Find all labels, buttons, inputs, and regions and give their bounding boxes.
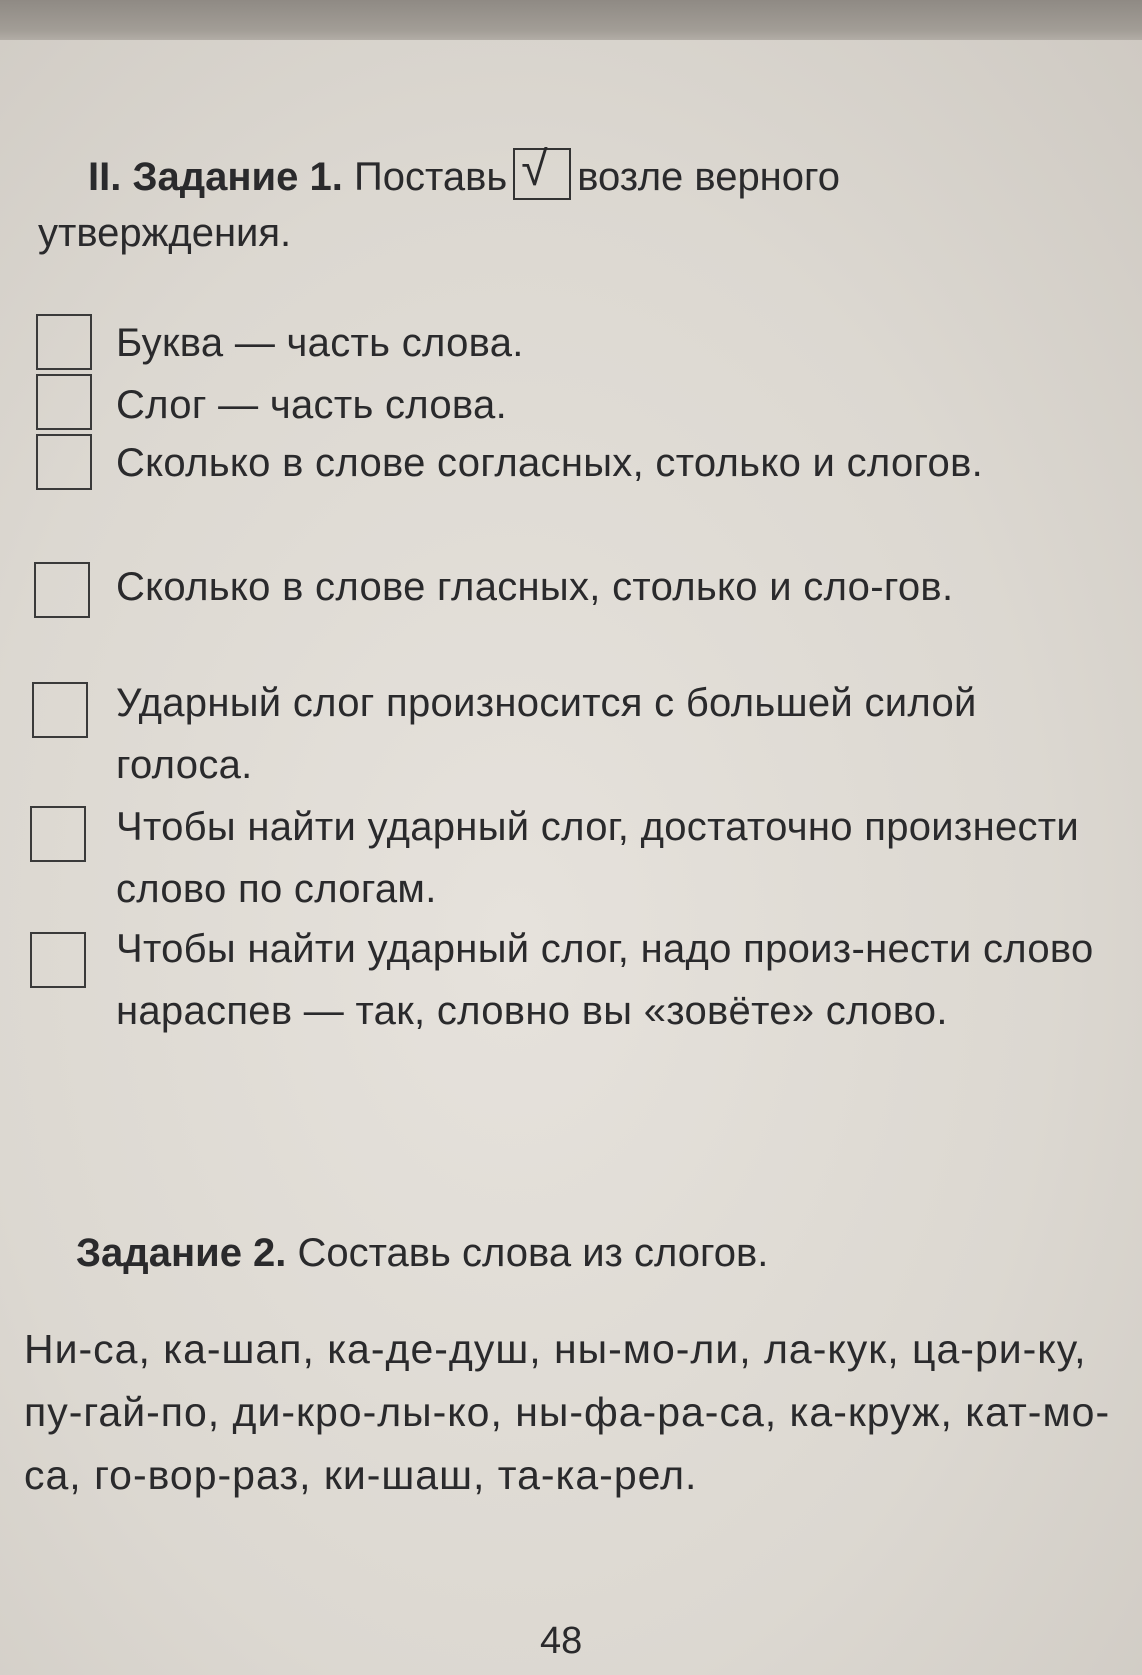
statement-text: Сколько в слове гласных, столько и сло-гов. bbox=[116, 565, 954, 609]
answer-checkbox[interactable] bbox=[30, 932, 86, 988]
answer-checkbox[interactable] bbox=[36, 314, 92, 370]
task1-instruction bbox=[88, 143, 840, 202]
syllables-list: Ни-са, ка-шап, ка-де-душ, ны-мо-ли, ла-кук, ца-ри-ку, пу-гай-по, ди-кро-лы-ко, ны-фа-ра-са, ка-круж, кат-мо-са, го-вор-раз, ки-шаш, та-ка-рел. bbox=[24, 1326, 1111, 1498]
task2-text: Составь слова из слогов. bbox=[297, 1231, 769, 1275]
task1-label: II. Задание 1. bbox=[88, 155, 343, 199]
statement-text: Слог — часть слова. bbox=[116, 383, 507, 427]
statement-text: Буква — часть слова. bbox=[116, 321, 524, 365]
statement-text: Чтобы найти ударный слог, достаточно произнести слово по слогам. bbox=[116, 805, 1080, 911]
answer-checkbox[interactable] bbox=[30, 806, 86, 862]
check-mark-sample-icon: √ bbox=[513, 148, 571, 200]
statement-text: Ударный слог произносится с большей силой голоса. bbox=[116, 681, 977, 787]
task1-instruction-line2: утверждения. bbox=[38, 211, 292, 255]
answer-checkbox[interactable] bbox=[32, 682, 88, 738]
task2-label: Задание 2. bbox=[76, 1231, 287, 1275]
task1-text-before: Поставь bbox=[354, 155, 508, 199]
task2-instruction bbox=[76, 1228, 768, 1278]
answer-checkbox[interactable] bbox=[36, 374, 92, 430]
answer-checkbox[interactable] bbox=[36, 434, 92, 490]
statement-text: Чтобы найти ударный слог, надо произ-нести слово нараспев — так, словно вы «зовёте» слово. bbox=[116, 927, 1094, 1033]
task1-text-after: возле верного bbox=[577, 155, 840, 199]
statement-text: Сколько в слове согласных, столько и слогов. bbox=[116, 441, 984, 485]
page-number: 48 bbox=[540, 1620, 583, 1662]
answer-checkbox[interactable] bbox=[34, 562, 90, 618]
